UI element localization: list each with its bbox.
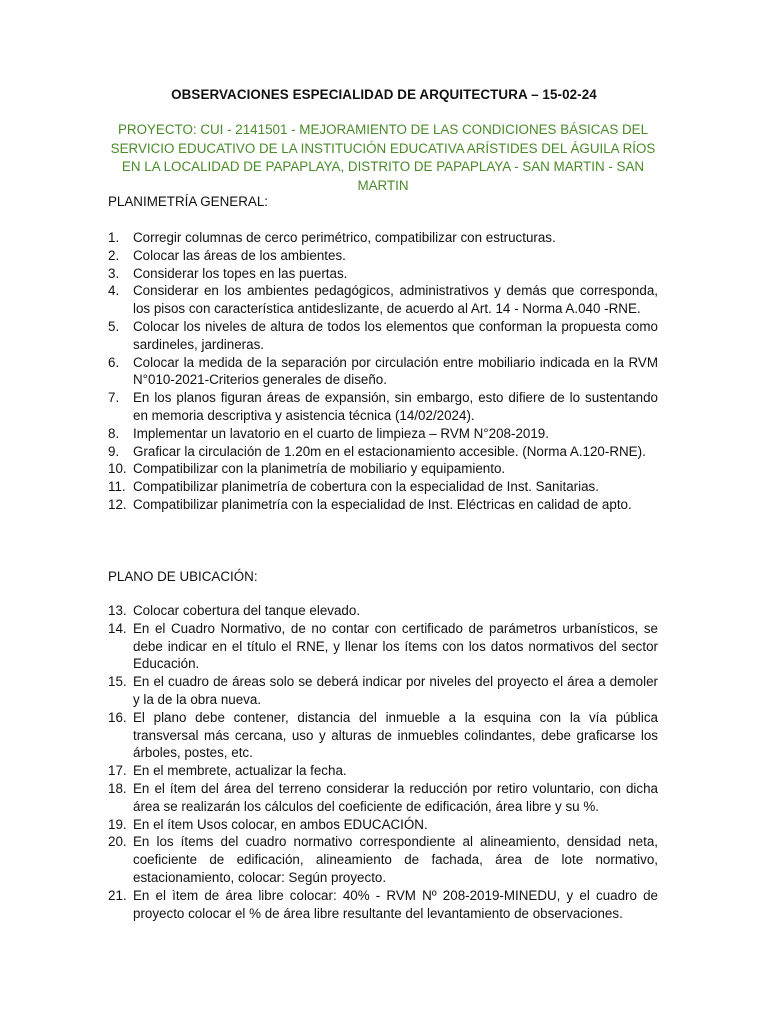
item-text: En los planos figuran áreas de expansión, sin embargo, esto difiere de lo sustentando en memoria descriptiva y asistencia técnica (14/02/2024). bbox=[133, 390, 658, 423]
item-number: 20. bbox=[108, 834, 127, 850]
item-text: Colocar los niveles de altura de todos los elementos que conforman la propuesta como sardineles, jardineras. bbox=[133, 318, 658, 352]
item-text: En el ítem Usos colocar, en ambos EDUCACIÓN. bbox=[133, 816, 428, 832]
list-item bbox=[108, 282, 658, 318]
item-number: 13. bbox=[108, 603, 127, 618]
item-number: 17. bbox=[108, 763, 127, 779]
list-item bbox=[108, 425, 658, 443]
item-text: Colocar cobertura del tanque elevado. bbox=[133, 603, 361, 618]
item-number: 3. bbox=[108, 265, 120, 281]
item-number: 21. bbox=[108, 887, 127, 903]
item-number: 19. bbox=[108, 816, 127, 832]
item-text: Graficar la circulación de 1.20m en el estacionamiento accesible. (Norma A.120-RNE). bbox=[133, 443, 646, 459]
list-item bbox=[108, 229, 658, 247]
item-number: 5. bbox=[108, 318, 120, 334]
list-item bbox=[108, 816, 658, 834]
list-item bbox=[108, 443, 658, 461]
project-description: PROYECTO: CUI - 2141501 - MEJORAMIENTO DE LAS CONDICIONES BÁSICAS DEL SERVICIO EDUCATIVO DE LA INSTITUCIÓN EDUCATIVA ARÍSTIDES DEL ÁGUILA RÍOS EN LA LOCALIDAD DE PAPAPLAYA, DISTRITO DE PAPAPLAYA - SAN MARTIN - SAN MARTIN bbox=[110, 122, 656, 193]
list-item bbox=[108, 887, 658, 923]
item-text: Considerar en los ambientes pedagógicos, administrativos y demás que corresponda, los pisos con característica antideslizante, de acuerdo al Art. 14 - Norma A.040 -RNE. bbox=[133, 283, 658, 317]
item-number: 10. bbox=[108, 461, 127, 477]
item-text: Corregir columnas de cerco perimétrico, compatibilizar con estructuras. bbox=[133, 230, 556, 245]
list-item bbox=[108, 709, 658, 762]
list-item bbox=[108, 318, 658, 354]
item-number: 1. bbox=[108, 230, 120, 245]
list-item bbox=[108, 354, 658, 390]
item-text: Compatibilizar planimetría con la especialidad de Inst. Eléctricas en calidad de apto. bbox=[133, 496, 632, 512]
item-number: 14. bbox=[108, 620, 127, 636]
list-item bbox=[108, 780, 658, 816]
list-item bbox=[108, 762, 658, 780]
item-number: 12. bbox=[108, 496, 127, 512]
item-text: En el membrete, actualizar la fecha. bbox=[133, 763, 347, 779]
list-item bbox=[108, 496, 658, 514]
list-item bbox=[108, 602, 658, 620]
item-number: 8. bbox=[108, 425, 120, 441]
item-number: 9. bbox=[108, 443, 120, 459]
item-number: 2. bbox=[108, 247, 120, 263]
document-title: OBSERVACIONES ESPECIALIDAD DE ARQUITECTURA – 15-02-24 bbox=[171, 87, 597, 102]
item-text: Compatibilizar planimetría de cobertura con la especialidad de Inst. Sanitarias. bbox=[133, 479, 599, 495]
section-heading-ubicacion: PLANO DE UBICACIÓN: bbox=[108, 569, 258, 584]
item-number: 15. bbox=[108, 674, 127, 690]
list-item bbox=[108, 247, 658, 265]
planimetria-list bbox=[108, 229, 658, 514]
item-number: 11. bbox=[108, 479, 126, 495]
item-number: 6. bbox=[108, 354, 120, 370]
item-text: En los ítems del cuadro normativo correspondiente al alineamiento, densidad neta, coeficiente de edificación, alineamiento de fachada, área de lote normativo, estacionamiento, colocar: Según proyecto. bbox=[133, 834, 658, 885]
list-item bbox=[108, 833, 658, 886]
item-text: En el cuadro de áreas solo se deberá indicar por niveles del proyecto el área a demoler y la de la obra nueva. bbox=[133, 674, 658, 707]
section-heading-planimetria: PLANIMETRÍA GENERAL: bbox=[108, 194, 268, 209]
item-text: Implementar un lavatorio en el cuarto de limpieza – RVM N°208-2019. bbox=[133, 425, 549, 441]
item-text: En el ìtem de área libre colocar: 40% - RVM Nº 208-2019-MINEDU, y el cuadro de proyecto colocar el % de área libre resultante del levantamiento de observaciones. bbox=[133, 887, 658, 921]
list-item bbox=[108, 460, 658, 478]
item-number: 4. bbox=[108, 283, 120, 299]
item-number: 16. bbox=[108, 709, 127, 725]
item-text: Compatibilizar con la planimetría de mobiliario y equipamiento. bbox=[133, 461, 506, 477]
item-number: 7. bbox=[108, 390, 120, 406]
item-text: En el Cuadro Normativo, de no contar con certificado de parámetros urbanísticos, se debe indicar en el título el RNE, y llenar los ítems con los datos normativos del sector Educación. bbox=[133, 620, 658, 672]
list-item bbox=[108, 389, 658, 425]
list-item bbox=[108, 620, 658, 673]
item-text: Colocar la medida de la separación por circulación entre mobiliario indicada en la RVM N°010-2021-Criterios generales de diseño. bbox=[133, 354, 658, 388]
item-text: Colocar las áreas de los ambientes. bbox=[133, 247, 346, 263]
list-item bbox=[108, 265, 658, 283]
item-number: 18. bbox=[108, 780, 127, 796]
item-text: El plano debe contener, distancia del inmueble a la esquina con la vía pública transversal más cercana, uso y alturas de inmuebles colindantes, debe graficarse los árboles, postes, etc. bbox=[133, 709, 658, 761]
list-item bbox=[108, 673, 658, 709]
ubicacion-list bbox=[108, 602, 658, 922]
item-text: En el ítem del área del terreno considerar la reducción por retiro voluntario, con dicha área se realizarán los cálculos del coeficiente de edificación, área libre y su %. bbox=[133, 780, 658, 814]
item-text: Considerar los topes en las puertas. bbox=[133, 265, 348, 281]
list-item bbox=[108, 478, 658, 496]
